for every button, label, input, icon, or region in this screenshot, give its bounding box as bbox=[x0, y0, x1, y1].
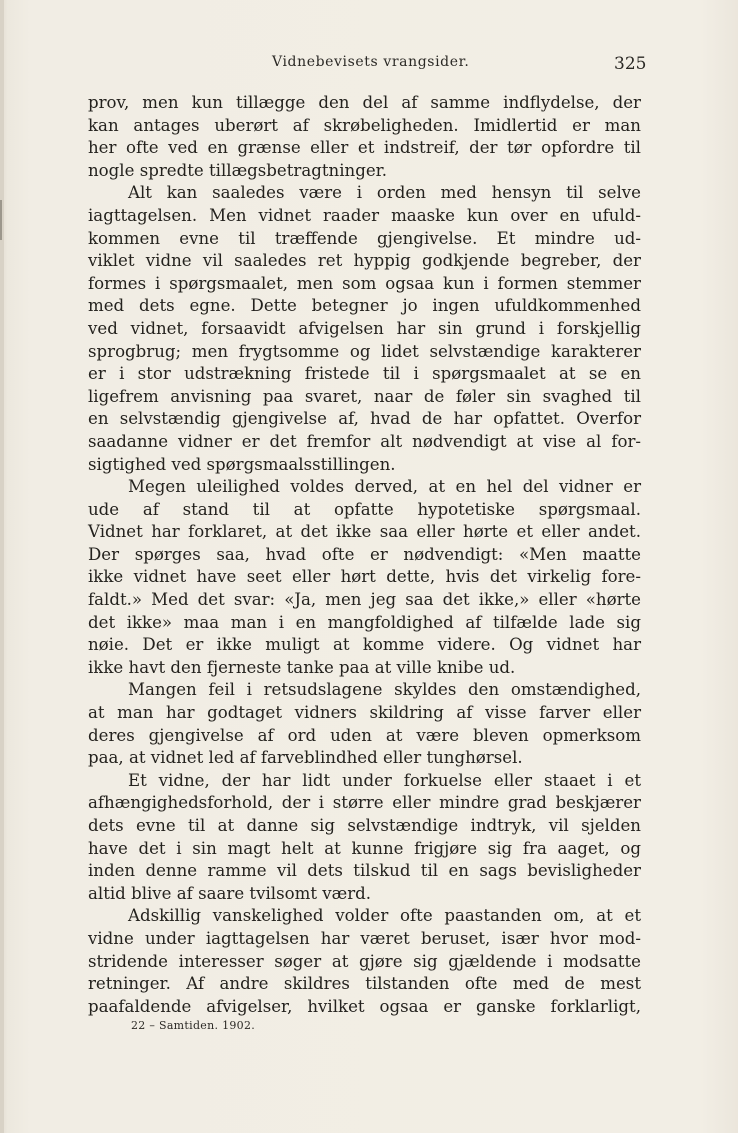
text-line: ligefrem anvisning paa svaret, naar de føler sin svaghed til bbox=[88, 386, 641, 406]
text-line: have det i sin magt helt at kunne frigjøre sig fra aaget, og bbox=[88, 838, 641, 858]
text-line: retninger. Af andre skildres tilstanden ofte med de mest bbox=[88, 974, 641, 994]
text-line: sigtighed ved spørgsmaalsstillingen. bbox=[88, 454, 396, 474]
text-line: saadanne vidner er det fremfor alt nødvendigt at vise al for- bbox=[88, 431, 641, 451]
text-line: ikke havt den fjerneste tanke paa at ville knibe ud. bbox=[88, 657, 516, 677]
page-edge bbox=[0, 0, 4, 1133]
text-line: ikke vidnet have seet eller hørt dette, hvis det virkelig fore- bbox=[88, 567, 641, 587]
text-line: deres gjengivelse af ord uden at være bleven opmerksom bbox=[88, 725, 641, 745]
text-line: Megen uleilighed voldes derved, at en hel del vidner er bbox=[128, 477, 641, 497]
text-line: nogle spredte tillægsbetragtninger. bbox=[88, 160, 388, 180]
text-line: formes i spørgsmaalet, men som ogsaa kun i formen stemmer bbox=[88, 273, 641, 293]
text-line: altid blive af saare tvilsomt værd. bbox=[88, 883, 372, 903]
page-header bbox=[0, 52, 738, 76]
text-line: Der spørges saa, hvad ofte er nødvendigt: «Men maatte bbox=[88, 544, 641, 564]
text-line: en selvstændig gjengivelse af, hvad de har opfattet. Overfor bbox=[88, 409, 641, 429]
text-line: viklet vidne vil saaledes ret hyppig godkjende begreber, der bbox=[88, 251, 641, 271]
running-head: Vidnebevisets vrangsider. bbox=[272, 54, 470, 70]
text-line: stridende interesser søger at gjøre sig gjældende i modsatte bbox=[88, 951, 641, 971]
text-line: her ofte ved en grænse eller et indstreif, der tør opfordre til bbox=[88, 138, 641, 158]
text-line: paa, at vidnet led af farveblindhed eller tunghørsel. bbox=[88, 748, 523, 768]
text-line: faldt.» Med det svar: «Ja, men jeg saa det ikke,» eller «hørte bbox=[88, 590, 641, 610]
text-line: prov, men kun tillægge den del af samme indflydelse, der bbox=[88, 93, 641, 112]
text-line: Mangen feil i retsudslagene skyldes den omstændighed, bbox=[128, 680, 641, 700]
text-line: Vidnet har forklaret, at det ikke saa eller hørte et eller andet. bbox=[88, 522, 641, 542]
text-line: ude af stand til at opfatte hypotetiske spørgsmaal. bbox=[88, 499, 641, 519]
text-line: inden denne ramme vil dets tilskud til en sags bevisligheder bbox=[88, 861, 641, 881]
text-line: Et vidne, der har lidt under forkuelse eller staaet i et bbox=[128, 770, 641, 790]
text-line: Alt kan saaledes være i orden med hensyn til selve bbox=[128, 183, 641, 203]
page-number: 325 bbox=[614, 54, 647, 74]
margin-mark bbox=[0, 200, 2, 240]
text-line: Adskillig vanskelighed volder ofte paastanden om, at et bbox=[128, 906, 641, 926]
text-line: kan antages uberørt af skrøbeligheden. Imidlertid er man bbox=[88, 115, 641, 135]
text-line: sprogbrug; men frygtsomme og lidet selvstændige karakterer bbox=[88, 341, 641, 361]
text-line: med dets egne. Dette betegner jo ingen ufuldkommenhed bbox=[88, 296, 641, 316]
text-line: er i stor udstrækning fristede til i spørgsmaalet at se en bbox=[88, 364, 641, 384]
text-line: paafaldende afvigelser, hvilket ogsaa er ganske forklarligt, bbox=[88, 996, 641, 1016]
text-line: afhængighedsforhold, der i større eller mindre grad beskjærer bbox=[88, 793, 641, 813]
text-line: dets evne til at danne sig selvstændige indtryk, vil sjelden bbox=[88, 816, 641, 835]
text-line: at man har godtaget vidners skildring af visse farver eller bbox=[88, 703, 641, 723]
text-line: nøie. Det er ikke muligt at komme videre. Og vidnet har bbox=[88, 635, 641, 655]
text-line: ved vidnet, forsaavidt afvigelsen har sin grund i forskjellig bbox=[88, 318, 641, 338]
signature-line: 22 – Samtiden. 1902. bbox=[131, 1019, 256, 1032]
text-line: iagttagelsen. Men vidnet raader maaske kun over en ufuld- bbox=[88, 205, 641, 225]
text-line: kommen evne til træffende gjengivelse. Et mindre ud- bbox=[88, 228, 641, 248]
body-text bbox=[88, 92, 641, 1018]
text-line: det ikke» maa man i en mangfoldighed af tilfælde lade sig bbox=[88, 612, 641, 632]
text-line: vidne under iagttagelsen har været beruset, især hvor mod- bbox=[88, 928, 641, 948]
